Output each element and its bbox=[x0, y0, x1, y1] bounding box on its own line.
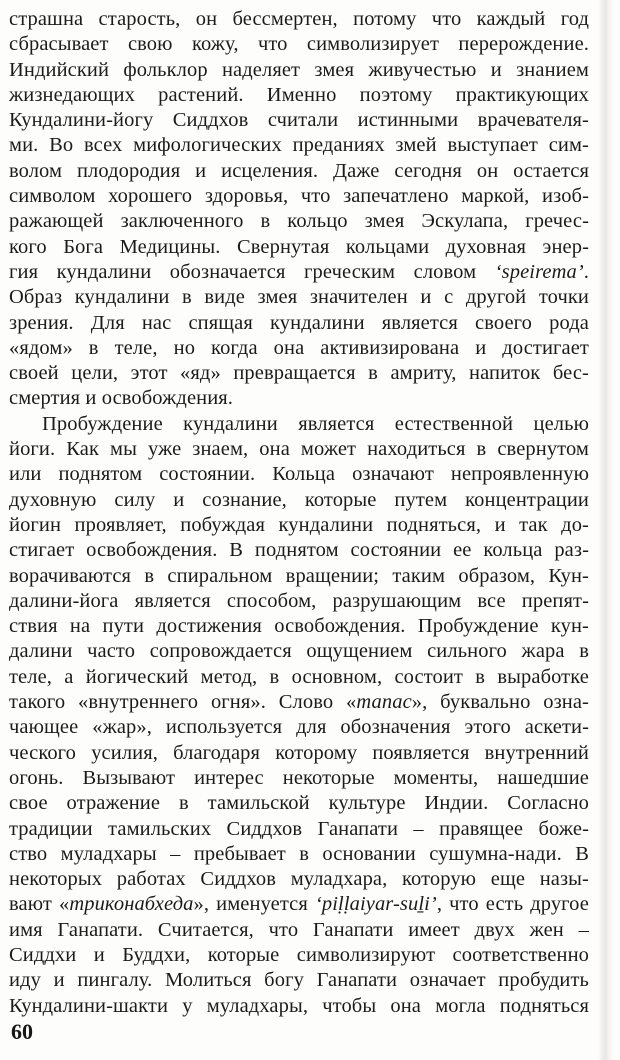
scan-edge-shadow bbox=[598, 0, 614, 1060]
text-line: вают «триконабхеда», именуется ‘piḷḷaiyar-suḻi’, что есть другое bbox=[9, 893, 589, 916]
text-line: традиции тамильских Сиддхов Ганапати – правящее боже- bbox=[9, 817, 589, 840]
text-line: или поднятом состоянии. Кольца означают непроявленную bbox=[9, 463, 589, 486]
text-line: теле, а йогический метод, в основном, состоит в выработке bbox=[9, 665, 589, 688]
text-line: духовную силу и сознание, которые путем концентрации bbox=[9, 488, 589, 511]
text-line: далини часто сопровождается ощущением сильного жара в bbox=[9, 640, 589, 663]
text-line: гия кундалини обозначается греческим словом ‘speirema’. bbox=[9, 260, 589, 283]
text-line: ражающей заключенного в кольцо змея Эскулапа, гречес- bbox=[9, 210, 589, 233]
text-line: Пробуждение кундалини является естественной целью bbox=[42, 412, 589, 435]
text-line: ство муладхары – пребывает в основании сушумна-нади. В bbox=[9, 842, 589, 865]
text-line: ми. Во всех мифологических преданиях змей выступает сим- bbox=[9, 134, 589, 157]
text-line: ствия на пути достижения освобождения. Пробуждение кун- bbox=[9, 615, 589, 638]
text-line: своей цели, этот «яд» превращается в амриту, напиток бес- bbox=[9, 362, 589, 385]
text-line: огонь. Вызывают интерес некоторые моменты, нашедшие bbox=[9, 766, 589, 789]
text-line: чающее «жар», используется для обозначения этого аскети- bbox=[9, 716, 589, 739]
text-line: «ядом» в теле, но когда она активизирована и достигает bbox=[9, 336, 589, 359]
text-line: волом плодородия и исцеления. Даже сегодня он остается bbox=[9, 159, 589, 182]
text-line: йогин проявляет, побуждая кундалини подняться, и так до- bbox=[9, 513, 589, 536]
text-line: Кундалини-шакти у муладхары, чтобы она могла подняться bbox=[9, 994, 589, 1017]
text-line: иду и пингалу. Молиться богу Ганапати означает пробудить bbox=[9, 969, 589, 992]
text-line: ческого усилия, благодаря которому появляется внутренний bbox=[9, 741, 589, 764]
text-line: символом хорошего здоровья, что запечатлено маркой, изоб- bbox=[9, 185, 589, 208]
text-line: такого «внутреннего огня». Слово «тапас», буквально озна- bbox=[9, 691, 589, 714]
text-line: имя Ганапати. Считается, что Ганапати имеет двух жен – bbox=[9, 918, 589, 941]
text-line: далини-йога является способом, разрушающим все препят- bbox=[9, 589, 589, 612]
text-line: свое отражение в тамильской культуре Индии. Согласно bbox=[9, 792, 589, 815]
text-line: смертия и освобождения. bbox=[9, 387, 234, 410]
text-line: Кундалини-йогу Сиддхов считали истинными врачевателя- bbox=[9, 109, 589, 132]
text-line: страшна старость, он бессмертен, потому что каждый год bbox=[9, 8, 589, 30]
text-line: Сиддхи и Буддхи, которые символизируют соответственно bbox=[9, 943, 589, 966]
text-block bbox=[9, 7, 589, 1019]
text-line: Образ кундалини в виде змея значителен и с другой точки bbox=[9, 286, 589, 309]
page-number: 60 bbox=[11, 1019, 33, 1044]
text-line: йоги. Как мы уже знаем, она может находиться в свернутом bbox=[9, 438, 589, 461]
text-line: Индийский фольклор наделяет змея живучестью и знанием bbox=[9, 58, 589, 81]
text-line: стигает освобождения. В поднятом состоянии ее кольца раз- bbox=[9, 539, 589, 562]
text-line: некоторых работах Сиддхов муладхара, которую еще назы- bbox=[9, 868, 589, 891]
text-line: кого Бога Медицины. Свернутая кольцами духовная энер- bbox=[9, 235, 589, 258]
text-line: сбрасывает свою кожу, что символизирует перерождение. bbox=[9, 33, 589, 56]
text-line: жизнедающих растений. Именно поэтому практикующих bbox=[9, 83, 589, 106]
text-line: зрения. Для нас спящая кундалини является своего рода bbox=[9, 311, 589, 334]
text-line: ворачиваются в спиральном вращении; таким образом, Кун- bbox=[9, 564, 589, 587]
